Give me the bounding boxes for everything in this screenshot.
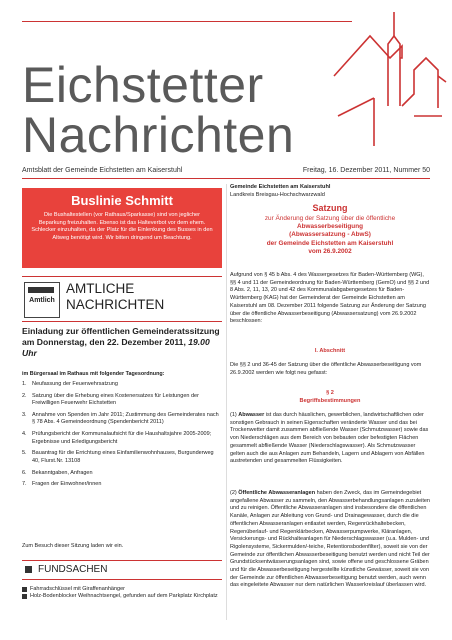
village-logo-icon [330, 6, 448, 156]
agenda-item: 5. Bauantrag für die Errichtung eines Einfamilienwohnhauses, Burgunderweg 40, Flurst.Nr. 13108 [22, 450, 214, 464]
meta-divider [22, 178, 430, 179]
statute-title: Satzung [312, 203, 348, 213]
paragraph-title: Begriffsbestimmungen [299, 398, 361, 404]
statute-paragraph: (1) Abwasser ist das durch häuslichen, gewerblichen, landwirtschaftlichen oder sonstigen Gebrauch in seinen Eigenschaften veränderte Wasser und das bei Trockenwetter damit zusammen abfließende Wasser (Schmutzwasser) sowie das von Niederschlägen aus dem Bereich von bebauten oder befestigten Flächen gesammelt abfließende Wasser (Niederschlagswasser). Als Schmutzwasser gelten auch die aus Anlagen zum Behandeln, Lagern und Ablagern von Abfällen austretenden und gesammelten Flüssigkeiten. [230, 412, 429, 465]
invitation-time: 19.00 Uhr [22, 337, 210, 358]
official-news-title [66, 281, 164, 313]
official-news-title-line1: AMTLICHE [66, 281, 135, 296]
official-news-header [22, 276, 222, 322]
amtlich-badge-icon [24, 282, 60, 318]
column-divider [226, 184, 227, 620]
issue-info-row [22, 165, 430, 179]
bus-notice-box [22, 188, 222, 268]
paragraph-number: § 2 [326, 390, 334, 396]
invitation-text: Einladung zur öffentlichen Gemeinderatssitzung am Donnerstag, den 22. Dezember 2011, [22, 326, 220, 347]
meeting-invitation-heading [22, 326, 222, 359]
square-bullet-icon [25, 566, 32, 573]
agenda-item: 2. Satzung über die Erhebung eines Kostenersatzes für Leistungen der Freiwilligen Feuerwehr Eichstetten [22, 392, 199, 407]
agenda-list [22, 381, 222, 493]
square-bullet-icon [22, 587, 27, 592]
agenda-item: 1. Neufassung der Feuerwehrsatzung [22, 381, 118, 387]
amtlich-badge-label: Amtlich [29, 297, 55, 304]
statute-intro: Aufgrund von § 45 b Abs. 4 des Wassergesetzes für Baden-Württemberg (WG), §§ 4 und 11 der Gemeindeordnung für Baden-Württemberg (GemO) und §§ 2 und 8 Abs. 2, 11, 13, 20 und 42 des Kommunalabgabengesetzes für Baden-Württemberg (KAG) hat der Gemeinderat der Gemeinde Eichstetten am Kaiserstuhl am 08. Dezember 2011 folgende Satzung zur Änderung der Satzung über die öffentliche Abwasserbeseitigung (Abwassersatzung) vom 26.9.2002 beschlossen: [230, 272, 430, 325]
lost-found-header [22, 560, 222, 580]
agenda-item: 6. Bekanntgaben, Anfragen [22, 469, 93, 476]
lost-found-list [22, 586, 222, 601]
agenda-item: 3. Annahme von Spenden im Jahr 2011; Zustimmung des Gemeinderates nach § 78 Abs. 4 Gemeindeordnung (Spendenbericht 2011) [22, 412, 219, 426]
publication-name: Amtsblatt der Gemeinde Eichstetten am Kaiserstuhl [22, 167, 183, 174]
lost-found-item: Fahrradschlüssel mit Giraffenanhänger [22, 586, 222, 593]
lost-found-item: Holz-Bodenblocker Weihnachtsengel, gefunden auf dem Parkplatz Kirchplatz [22, 593, 222, 600]
square-bullet-icon [22, 594, 27, 599]
lost-found-title: FUNDSACHEN [38, 564, 108, 575]
masthead-title-line2: Nachrichten [22, 107, 295, 163]
statute-paragraph: Die §§ 2 und 36-45 der Satzung über die öffentliche Abwasserbeseitigung vom 26.9.2002 werden wie folgt neu gefasst: [230, 362, 422, 376]
section-heading: I. Abschnitt [314, 348, 346, 354]
bus-notice-text: Die Bushaltestellen (vor Rathaus/Sparkasse) sind von jeglicher Beparkung freizuhalten. Ebenso ist das Halteverbot vor dem ehem. Schlecker einzuhalten, da der Platz für die Einlenkung des Busses in den Altweg benötigt wird. Wir bitten dringend um Beachtung. [31, 212, 213, 241]
top-divider [22, 21, 352, 22]
agenda-item: 7. Fragen der Einwohner/innen [22, 481, 102, 488]
issue-date: Freitag, 16. Dezember 2011, Nummer 50 [302, 167, 430, 174]
masthead-title-line1: Eichstetter [22, 57, 264, 113]
invitation-closing: Zum Besuch dieser Sitzung laden wir ein. [22, 543, 124, 549]
masthead [0, 0, 452, 163]
statute-paragraph: (2) Öffentliche Abwasseranlagen haben den Zweck, das im Gemeindegebiet angefallene Abwasser zu sammeln, den Abwasserbehandlungsanlagen zuzuleiten und zu reinigen. Öffentliche Abwasseranlagen sind insbesondere die öffentlichen Kanäle, Anlagen zur Ableitung von Grund- und Drainagewasser, durch die die öffentlichen Abwasseranlagen entlastet werden, Regenrückhaltebecken, Regenüberlauf- und Regenklärbecken, Abwasserpumpwerke, Kläranlagen, Versickerungs- und Rückhalteanlagen für Niederschlagswasser (u.a. Mulden- und Rigolensysteme, Sickermulden/-teiche, Retentionsbodenfilter), soweit sie von der Gemeinde zur öffentlichen Abwasserbeseitigung benutzt werden und nicht Teil der Grundstücksentwässerungsanlagen sind, sowie offene und geschlossene Gräben und für die Abwasserbeseitigung hergestellte künstliche Gewässer, soweit sie von der Gemeinde zur öffentlichen Abwasserbeseitigung benutzt werden, auch wenn das eingeleitete Abwasser nur dem natürlichen Wasserkreislauf überlassen wird. [230, 490, 430, 589]
agenda-item: 4. Prüfungsbericht der Kommunalaufsicht für die Haushaltsjahre 2005-2009; Ergebnisse und Erledigungsbericht [22, 431, 212, 445]
agenda-intro: im Bürgersaal im Rathaus mit folgender Tagesordnung: [22, 371, 165, 377]
district-name: Landkreis Breisgau-Hochschwarzwald [230, 192, 325, 198]
bus-notice-title: Buslinie Schmitt [71, 193, 173, 208]
municipality-name: Gemeinde Eichstetten am Kaiserstuhl [230, 184, 331, 190]
statute-subtitle: zur Änderung der Satzung über die öffentliche Abwasserbeseitigung (Abwassersatzung - AbwS) der Gemeinde Eichstetten am Kaiserstuhl vom 26.9.2002 [264, 215, 396, 255]
official-news-title-line2: NACHRICHTEN [66, 297, 165, 312]
